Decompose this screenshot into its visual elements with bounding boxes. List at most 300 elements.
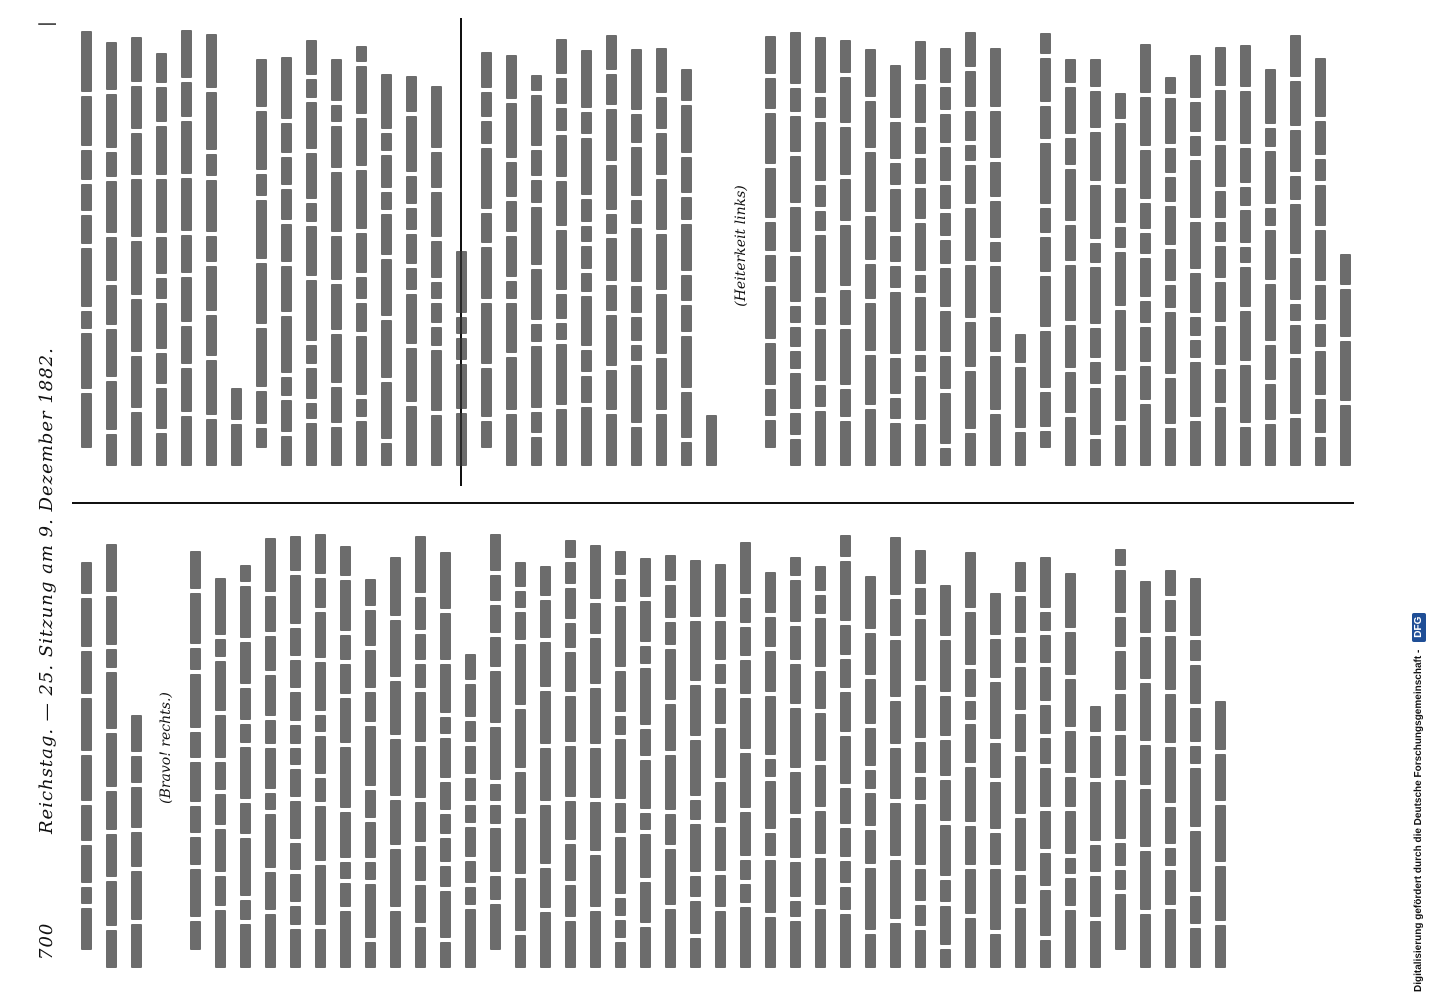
- text-line-fragment: [840, 389, 851, 417]
- text-line-fragment: [1115, 651, 1126, 690]
- text-line-fragment: [406, 76, 417, 112]
- text-line-fragment: [481, 148, 492, 209]
- text-line-fragment: [156, 126, 167, 175]
- text-line-fragment: [656, 133, 667, 175]
- text-line-fragment: [490, 784, 501, 801]
- text-line-fragment: [865, 409, 876, 466]
- text-line-fragment: [890, 163, 901, 185]
- text-line-fragment: [606, 370, 617, 410]
- text-line-fragment: [381, 382, 392, 439]
- text-line-fragment: [190, 837, 201, 865]
- text-line-fragment: [440, 838, 451, 862]
- text-line-fragment: [681, 197, 692, 220]
- text-line-fragment: [990, 869, 1001, 930]
- text-line-fragment: [131, 787, 142, 828]
- text-line-fragment: [415, 885, 426, 923]
- text-paragraph: [758, 26, 1033, 466]
- text-line-fragment: [1065, 138, 1076, 165]
- text-line-fragment: [1265, 128, 1276, 147]
- text-line-fragment: [565, 885, 576, 917]
- text-line-fragment: [240, 724, 251, 743]
- text-line-fragment: [381, 155, 392, 188]
- text-line-fragment: [1215, 754, 1226, 801]
- text-line-fragment: [790, 439, 801, 466]
- text-line-fragment: [1240, 267, 1251, 307]
- text-line-fragment: [1090, 185, 1101, 239]
- text-line-fragment: [456, 251, 467, 313]
- text-line-fragment: [1115, 870, 1126, 890]
- text-line-fragment: [715, 664, 726, 684]
- text-line-fragment: [1040, 106, 1051, 139]
- text-line-fragment: [965, 552, 976, 608]
- text-line-fragment: [1065, 372, 1076, 413]
- text-line-fragment: [181, 178, 192, 231]
- text-line-fragment: [315, 778, 326, 802]
- text-line-fragment: [1065, 265, 1076, 321]
- text-line-fragment: [406, 116, 417, 172]
- text-line-fragment: [1140, 683, 1151, 741]
- text-line-fragment: [940, 696, 951, 736]
- text-line-fragment: [790, 256, 801, 302]
- text-line-fragment: [1165, 285, 1176, 308]
- text-line-fragment: [815, 211, 826, 231]
- text-line-fragment: [190, 593, 201, 644]
- text-line-fragment: [590, 638, 601, 684]
- text-line-fragment: [506, 162, 517, 197]
- text-line-fragment: [1190, 831, 1201, 892]
- text-line-fragment: [465, 721, 476, 742]
- text-line-fragment: [81, 908, 92, 950]
- text-line-fragment: [915, 188, 926, 219]
- text-line-fragment: [1140, 258, 1151, 297]
- text-line-fragment: [1265, 345, 1276, 380]
- text-line-fragment: [865, 264, 876, 299]
- text-line-fragment: [1215, 90, 1226, 141]
- text-line-fragment: [815, 37, 826, 93]
- text-line-fragment: [306, 280, 317, 341]
- text-line-fragment: [81, 887, 92, 904]
- text-line-fragment: [865, 934, 876, 968]
- text-line-fragment: [606, 165, 617, 210]
- text-line-fragment: [765, 255, 776, 282]
- text-line-fragment: [865, 793, 876, 826]
- text-line-fragment: [356, 46, 367, 62]
- text-line-fragment: [915, 804, 926, 865]
- text-line-fragment: [915, 685, 926, 738]
- text-line-fragment: [790, 327, 801, 347]
- text-line-fragment: [890, 189, 901, 232]
- text-line-fragment: [1265, 69, 1276, 124]
- text-line-fragment: [740, 884, 751, 903]
- text-line-fragment: [465, 909, 476, 968]
- text-line-fragment: [1165, 909, 1176, 968]
- text-line-fragment: [840, 421, 851, 466]
- text-line-fragment: [381, 320, 392, 378]
- text-line-fragment: [840, 40, 851, 73]
- text-line-fragment: [240, 900, 251, 920]
- text-line-fragment: [156, 303, 167, 349]
- text-line-fragment: [665, 909, 676, 968]
- text-line-fragment: [1065, 573, 1076, 628]
- text-line-fragment: [915, 742, 926, 773]
- text-line-fragment: [640, 601, 651, 642]
- text-line-fragment: [306, 368, 317, 399]
- text-line-fragment: [1165, 249, 1176, 281]
- text-line-fragment: [131, 299, 142, 352]
- text-line-fragment: [1040, 237, 1051, 272]
- text-line-fragment: [1015, 334, 1026, 363]
- text-line-fragment: [690, 901, 701, 934]
- text-line-fragment: [1090, 736, 1101, 778]
- text-line-fragment: [181, 326, 192, 364]
- text-line-fragment: [331, 126, 342, 168]
- text-line-fragment: [890, 65, 901, 118]
- text-line-fragment: [715, 782, 726, 823]
- text-line-fragment: [540, 691, 551, 744]
- text-line-fragment: [1065, 777, 1076, 807]
- text-line-fragment: [631, 345, 642, 361]
- text-line-fragment: [890, 236, 901, 262]
- text-line-fragment: [431, 415, 442, 466]
- text-line-fragment: [1215, 145, 1226, 187]
- text-line-fragment: [715, 688, 726, 724]
- text-line-fragment: [181, 30, 192, 78]
- text-line-fragment: [865, 770, 876, 789]
- text-line-fragment: [965, 208, 976, 261]
- text-line-fragment: [1190, 768, 1201, 827]
- text-line-fragment: [190, 762, 201, 802]
- text-line-fragment: [1115, 549, 1126, 566]
- text-line-fragment: [1240, 365, 1251, 423]
- text-line-fragment: [431, 350, 442, 411]
- text-line-fragment: [965, 322, 976, 367]
- text-line-fragment: [940, 147, 951, 181]
- text-line-fragment: [156, 433, 167, 466]
- text-line-fragment: [190, 551, 201, 589]
- text-line-fragment: [456, 338, 467, 360]
- text-line-fragment: [340, 698, 351, 743]
- text-line-fragment: [581, 296, 592, 346]
- text-line-fragment: [1240, 148, 1251, 183]
- text-line-fragment: [965, 145, 976, 161]
- text-line-fragment: [531, 95, 542, 146]
- text-line-fragment: [1015, 818, 1026, 871]
- text-line-fragment: [1215, 282, 1226, 322]
- text-line-fragment: [815, 122, 826, 181]
- text-line-fragment: [490, 805, 501, 824]
- dfg-logo: DFG: [1412, 613, 1426, 642]
- text-line-fragment: [306, 153, 317, 199]
- text-line-fragment: [1040, 738, 1051, 764]
- text-line-fragment: [615, 920, 626, 938]
- text-line-fragment: [681, 105, 692, 153]
- text-line-fragment: [365, 692, 376, 722]
- text-line-fragment: [890, 640, 901, 697]
- text-line-fragment: [840, 127, 851, 175]
- text-paragraph: [1108, 528, 1233, 968]
- text-line-fragment: [1140, 637, 1151, 679]
- text-line-fragment: [765, 781, 776, 829]
- text-line-fragment: [365, 822, 376, 858]
- text-line-fragment: [1290, 304, 1301, 321]
- text-line-fragment: [631, 228, 642, 282]
- text-line-fragment: [481, 303, 492, 364]
- text-line-fragment: [515, 644, 526, 705]
- text-line-fragment: [290, 769, 301, 797]
- text-line-fragment: [340, 546, 351, 576]
- text-line-fragment: [1165, 77, 1176, 94]
- text-line-fragment: [915, 930, 926, 968]
- text-line-fragment: [1090, 876, 1101, 917]
- text-line-fragment: [815, 618, 826, 667]
- text-line-fragment: [281, 189, 292, 220]
- text-line-fragment: [840, 861, 851, 883]
- text-line-fragment: [440, 942, 451, 968]
- text-line-fragment: [340, 664, 351, 694]
- text-line-fragment: [240, 642, 251, 684]
- text-line-fragment: [1165, 600, 1176, 632]
- text-line-fragment: [390, 557, 401, 616]
- text-line-fragment: [556, 344, 567, 405]
- text-line-fragment: [790, 116, 801, 152]
- text-line-fragment: [1115, 188, 1126, 223]
- text-line-fragment: [131, 832, 142, 867]
- text-line-fragment: [506, 236, 517, 277]
- text-line-fragment: [206, 154, 217, 176]
- text-line-fragment: [865, 679, 876, 724]
- text-line-fragment: [215, 762, 226, 790]
- text-line-fragment: [1140, 914, 1151, 968]
- text-line-fragment: [481, 92, 492, 117]
- text-line-fragment: [865, 49, 876, 97]
- text-line-fragment: [915, 297, 926, 351]
- text-line-fragment: [606, 238, 617, 281]
- text-line-fragment: [556, 78, 567, 104]
- text-line-fragment: [915, 158, 926, 184]
- text-line-fragment: [481, 52, 492, 88]
- text-line-fragment: [840, 914, 851, 968]
- text-line-fragment: [1040, 853, 1051, 886]
- text-line-fragment: [281, 266, 292, 312]
- text-line-fragment: [256, 59, 267, 107]
- text-line-fragment: [765, 343, 776, 385]
- text-line-fragment: [206, 92, 217, 150]
- text-line-fragment: [1290, 176, 1301, 200]
- text-line-fragment: [215, 829, 226, 872]
- text-line-fragment: [840, 561, 851, 621]
- text-line-fragment: [790, 207, 801, 252]
- text-line-fragment: [506, 55, 517, 99]
- text-line-fragment: [815, 595, 826, 614]
- text-line-fragment: [765, 860, 776, 913]
- text-line-fragment: [315, 578, 326, 608]
- text-line-fragment: [1140, 203, 1151, 229]
- text-line-fragment: [515, 878, 526, 931]
- text-line-fragment: [306, 403, 317, 419]
- text-line-fragment: [515, 562, 526, 587]
- text-line-fragment: [256, 328, 267, 387]
- text-line-fragment: [1215, 246, 1226, 278]
- column-divider: [72, 502, 1354, 504]
- text-line-fragment: [506, 357, 517, 410]
- text-line-fragment: [356, 421, 367, 466]
- annotation: (Heiterkeit links): [733, 185, 749, 307]
- text-line-fragment: [565, 921, 576, 968]
- text-line-fragment: [281, 224, 292, 262]
- text-line-fragment: [81, 598, 92, 647]
- text-line-fragment: [840, 179, 851, 221]
- text-line-fragment: [940, 240, 951, 264]
- text-line-fragment: [690, 685, 701, 736]
- text-line-fragment: [690, 621, 701, 681]
- text-line-fragment: [565, 540, 576, 558]
- text-line-fragment: [656, 179, 667, 230]
- text-line-fragment: [840, 887, 851, 910]
- text-line-fragment: [640, 760, 651, 809]
- page-title: Reichstag. — 25. Sitzung am 9. Dezember 1882.: [36, 347, 57, 834]
- text-line-fragment: [606, 109, 617, 161]
- text-line-fragment: [81, 96, 92, 146]
- text-line-fragment: [640, 813, 651, 830]
- text-line-fragment: [290, 575, 301, 624]
- text-line-fragment: [231, 388, 242, 420]
- text-line-fragment: [915, 588, 926, 615]
- text-line-fragment: [265, 538, 276, 592]
- text-line-fragment: [681, 69, 692, 101]
- text-line-fragment: [465, 861, 476, 883]
- text-line-fragment: [431, 282, 442, 299]
- text-line-fragment: [1190, 273, 1201, 313]
- text-line-fragment: [1140, 404, 1151, 466]
- text-line-fragment: [1190, 746, 1201, 764]
- text-line-fragment: [240, 924, 251, 968]
- text-line-fragment: [865, 355, 876, 405]
- text-line-fragment: [515, 818, 526, 874]
- text-line-fragment: [1165, 807, 1176, 844]
- text-line-fragment: [1040, 635, 1051, 663]
- text-line-fragment: [1315, 185, 1326, 226]
- text-line-fragment: [890, 599, 901, 636]
- text-line-fragment: [740, 660, 751, 694]
- text-line-fragment: [81, 755, 92, 801]
- text-line-fragment: [640, 729, 651, 756]
- text-line-fragment: [940, 48, 951, 83]
- text-line-fragment: [440, 891, 451, 938]
- text-line-fragment: [365, 942, 376, 968]
- text-line-fragment: [1015, 432, 1026, 466]
- text-line-fragment: [131, 871, 142, 920]
- text-line-fragment: [1265, 384, 1276, 420]
- text-line-fragment: [1090, 267, 1101, 324]
- text-line-fragment: [390, 911, 401, 968]
- text-line-fragment: [615, 579, 626, 602]
- text-line-fragment: [990, 782, 1001, 829]
- text-line-fragment: [540, 642, 551, 687]
- text-line-fragment: [306, 40, 317, 75]
- text-line-fragment: [1015, 596, 1026, 633]
- text-line-fragment: [940, 356, 951, 389]
- text-line-fragment: [131, 37, 142, 82]
- page-header: [28, 14, 68, 974]
- text-line-fragment: [1115, 252, 1126, 306]
- text-line-fragment: [181, 368, 192, 412]
- text-line-fragment: [306, 102, 317, 149]
- text-line-fragment: [390, 800, 401, 845]
- text-line-fragment: [915, 905, 926, 926]
- text-line-fragment: [840, 828, 851, 857]
- text-line-fragment: [81, 333, 92, 389]
- text-line-fragment: [815, 671, 826, 709]
- text-line-fragment: [490, 575, 501, 601]
- text-line-fragment: [106, 237, 117, 281]
- text-line-fragment: [990, 317, 1001, 352]
- text-line-fragment: [131, 356, 142, 408]
- text-line-fragment: [890, 358, 901, 394]
- text-line-fragment: [540, 868, 551, 908]
- text-line-fragment: [1165, 378, 1176, 424]
- text-line-fragment: [431, 152, 442, 188]
- text-line-fragment: [990, 162, 1001, 197]
- text-line-fragment: [356, 303, 367, 332]
- text-line-fragment: [131, 412, 142, 466]
- text-line-fragment: [990, 111, 1001, 158]
- text-line-fragment: [431, 327, 442, 346]
- text-line-fragment: [681, 392, 692, 438]
- text-line-fragment: [290, 660, 301, 688]
- text-line-fragment: [340, 747, 351, 808]
- text-line-fragment: [615, 739, 626, 799]
- text-line-fragment: [1315, 351, 1326, 395]
- text-line-fragment: [890, 701, 901, 744]
- text-line-fragment: [1240, 247, 1251, 263]
- text-line-fragment: [465, 778, 476, 801]
- text-line-fragment: [1340, 254, 1351, 285]
- text-line-fragment: [1315, 230, 1326, 281]
- annotation: (Bravo! rechts.): [158, 692, 174, 804]
- text-line-fragment: [715, 564, 726, 617]
- text-line-fragment: [765, 36, 776, 74]
- text-line-fragment: [965, 71, 976, 107]
- text-line-fragment: [156, 179, 167, 233]
- text-line-fragment: [81, 845, 92, 883]
- text-line-fragment: [206, 419, 217, 466]
- text-line-fragment: [990, 682, 1001, 739]
- text-line-fragment: [990, 639, 1001, 678]
- text-line-fragment: [790, 921, 801, 968]
- text-line-fragment: [431, 241, 442, 278]
- text-line-fragment: [765, 651, 776, 692]
- text-line-fragment: [581, 376, 592, 403]
- text-line-fragment: [1065, 59, 1076, 83]
- text-line-fragment: [665, 585, 676, 618]
- text-line-fragment: [206, 360, 217, 415]
- text-line-fragment: [106, 181, 117, 233]
- text-line-fragment: [1140, 581, 1151, 633]
- text-line-fragment: [265, 814, 276, 868]
- text-line-fragment: [281, 400, 292, 432]
- text-line-fragment: [406, 208, 417, 230]
- text-line-fragment: [415, 536, 426, 593]
- text-line-fragment: [790, 772, 801, 814]
- text-line-fragment: [1115, 894, 1126, 950]
- text-line-fragment: [531, 269, 542, 320]
- text-line-fragment: [1040, 667, 1051, 701]
- text-line-fragment: [1315, 399, 1326, 433]
- text-line-fragment: [1115, 227, 1126, 248]
- text-line-fragment: [965, 767, 976, 822]
- text-line-fragment: [1290, 325, 1301, 354]
- text-line-fragment: [581, 407, 592, 466]
